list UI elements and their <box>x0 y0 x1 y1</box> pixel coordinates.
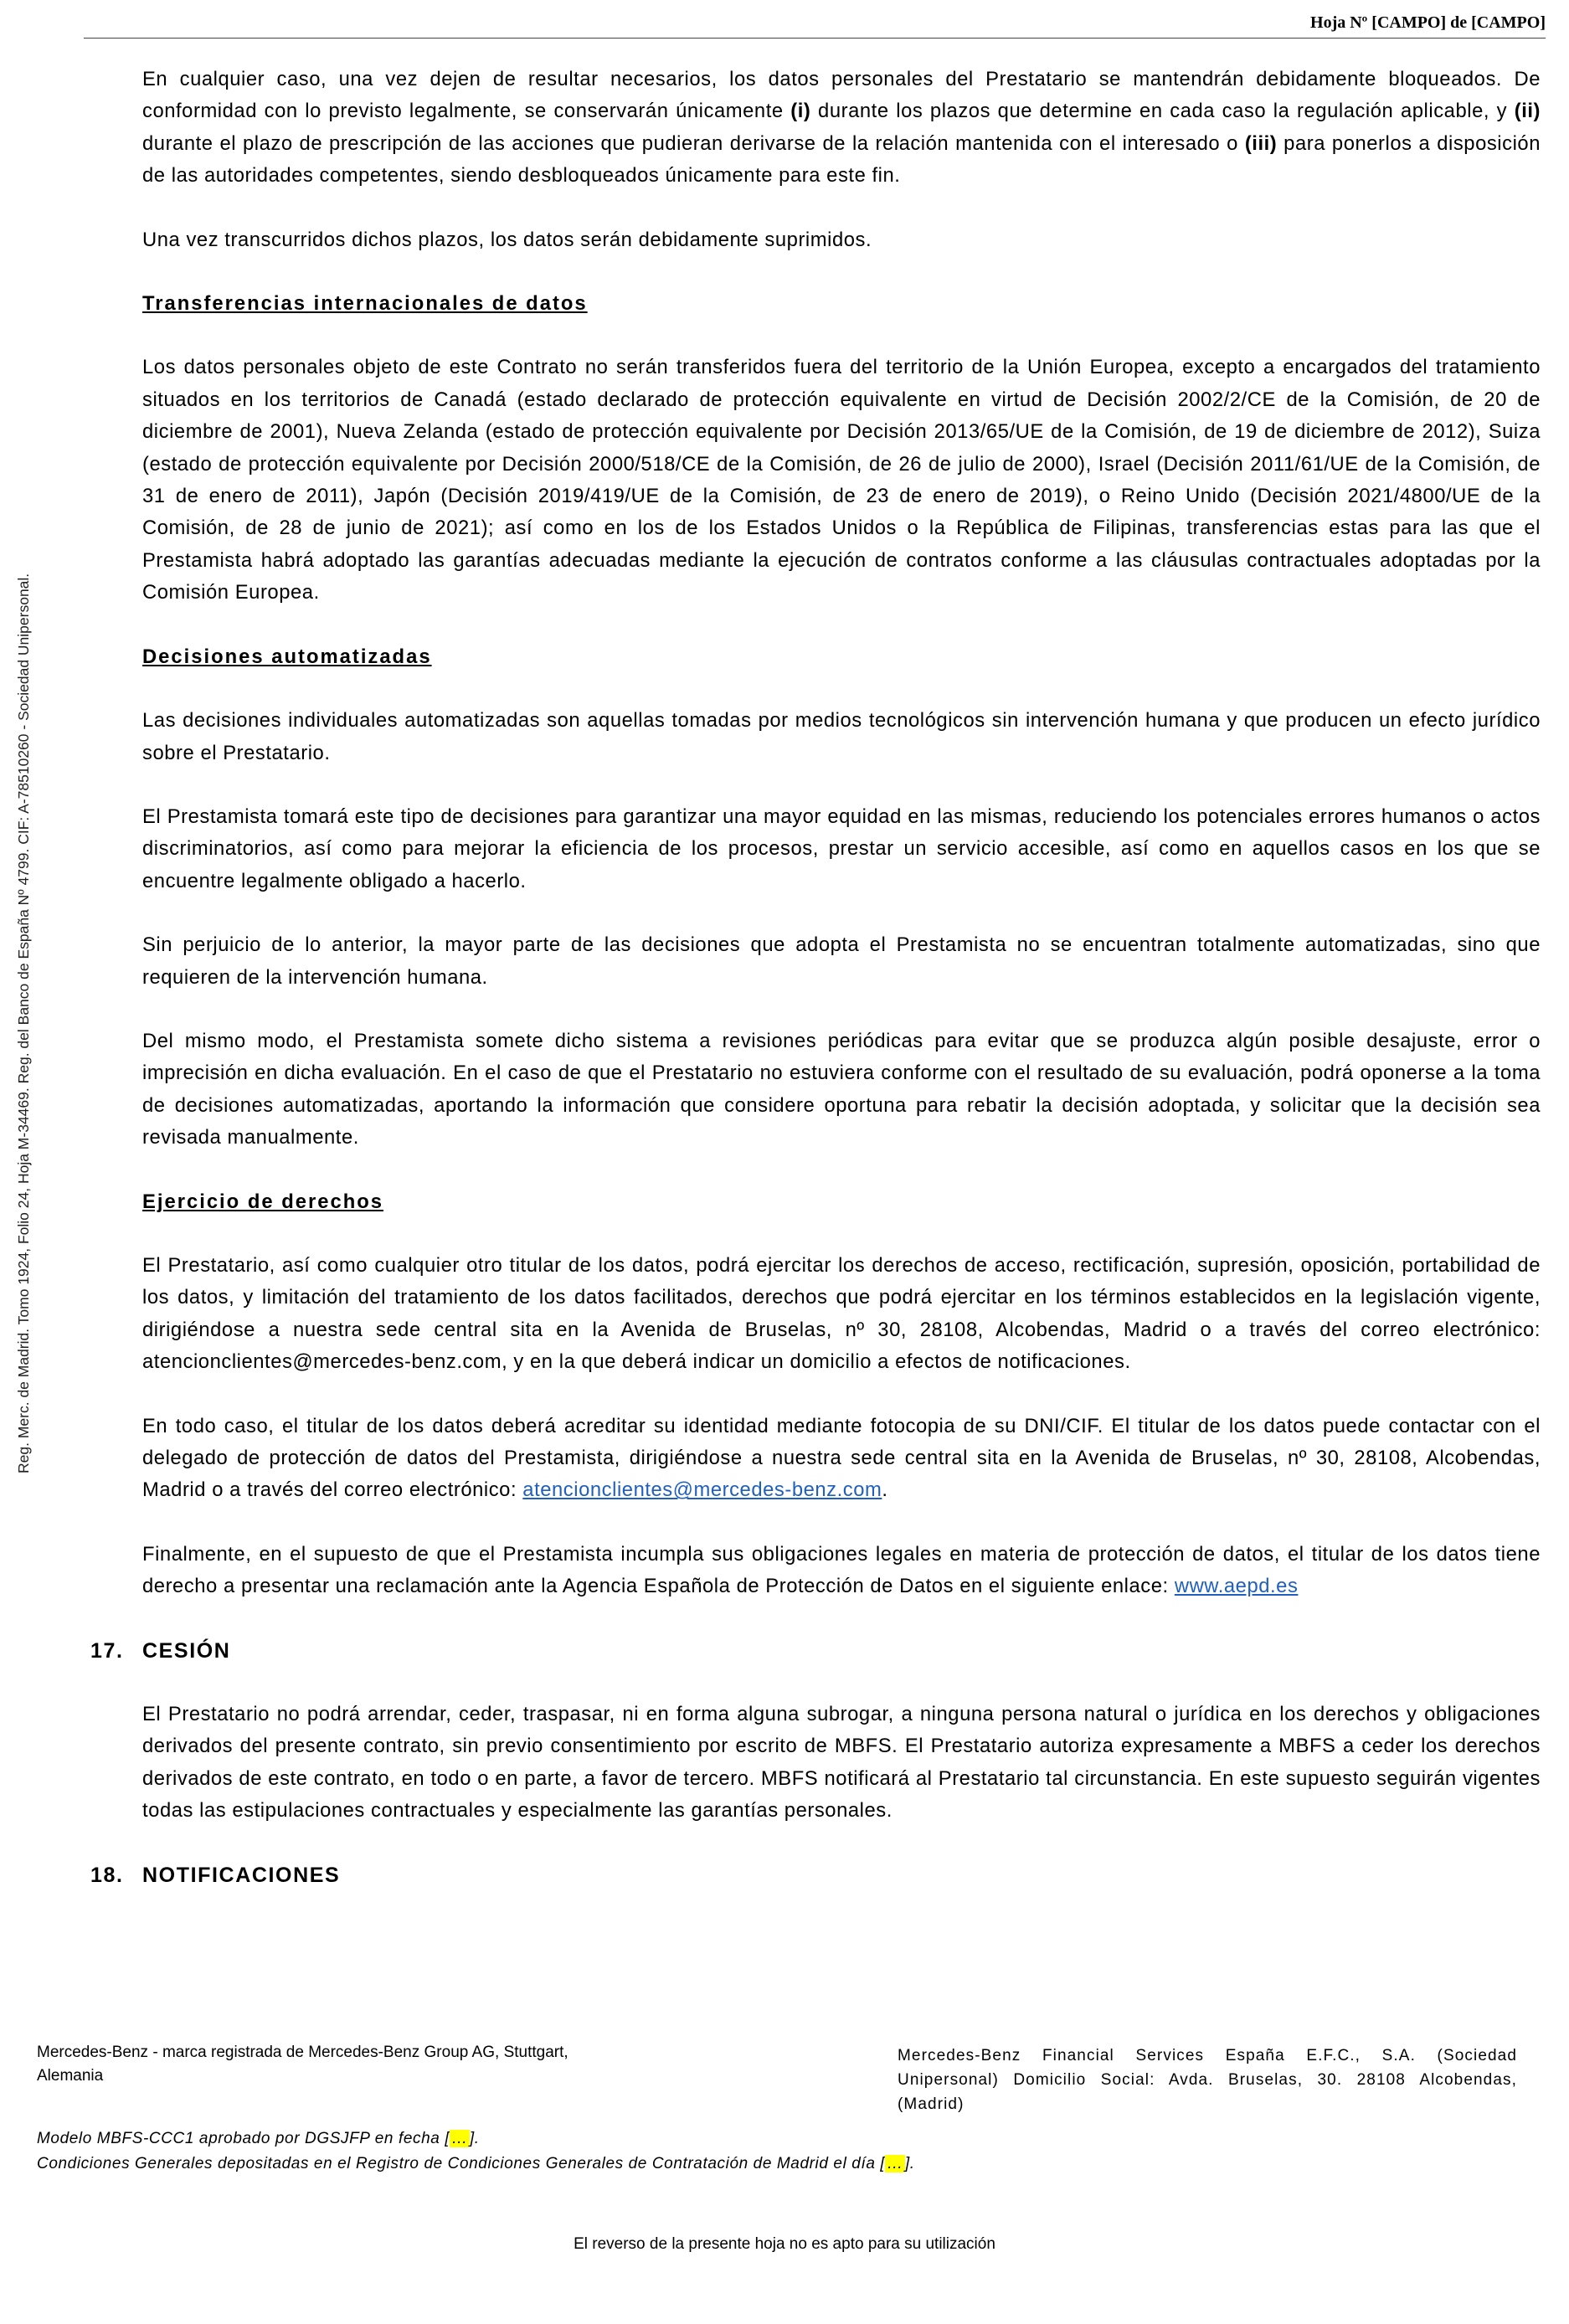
paragraph-automated-4: Del mismo modo, el Prestamista somete dicho sistema a revisiones periódicas para evitar que se produzca algún posible desajuste, error o imprecisión en dicha evaluación. En el caso de que el Prestatario no estuviera conforme con el resultado de su evaluación, podrá oponerse a la toma de decisiones automatizadas, aportando la información que considere oportuna para rebatir la decisión adoptada, y solicitar que la decisión sea revisada manualmente. <box>142 1029 1541 1149</box>
section-number: 17. <box>90 1638 124 1663</box>
date-placeholder: … <box>451 2130 468 2147</box>
document-body <box>90 64 1541 1923</box>
paragraph-rights-3 <box>142 1539 1541 1603</box>
footer-legal-notes <box>37 2126 1376 2177</box>
aepd-link[interactable]: www.aepd.es <box>1174 1575 1299 1598</box>
section-17-heading <box>90 1635 1489 1667</box>
paragraph-data-deleted: Una vez transcurridos dichos plazos, los datos serán debidamente suprimidos. <box>142 228 872 251</box>
section-title: CESIÓN <box>142 1638 231 1663</box>
paragraph-assignment: El Prestatario no podrá arrendar, ceder, traspasar, ni en forma alguna subrogar, a ninguna persona natural o jurídica en los derechos y obligaciones derivados del presente contrato, sin previo consentimiento por escrito de MBFS. El Prestatario autoriza expresamente a MBFS a ceder los derechos derivados de este contrato, en todo o en parte, a favor de tercero. MBFS notificará al Prestatario tal circunstancia. En este supuesto seguirán vigentes todas las estipulaciones contractuales y especialmente las garantías personales. <box>142 1703 1541 1823</box>
heading-international-transfers: Transferencias internacionales de datos <box>142 292 588 316</box>
model-approval-line <box>37 2126 1376 2152</box>
paragraph-rights-1: El Prestatario, así como cualquier otro titular de los datos, podrá ejercitar los derechos de acceso, rectificación, supresión, oposición, portabilidad de los datos, y limitación del tratamiento de los datos facilitados, derechos que podrá ejercitar en los términos establecidos en la legislación vigente, dirigiéndose a nuestra sede central sita en la Avenida de Bruselas, nº 30, 28108, Alcobendas, Madrid o a través del correo electrónico: atencionclientes@mercedes-benz.com, y en la que deberá indicar un domicilio a efectos de notificaciones. <box>142 1253 1541 1374</box>
heading-exercise-of-rights: Ejercicio de derechos <box>142 1190 384 1213</box>
page-reference: Hoja Nº [CAMPO] de [CAMPO] <box>1310 13 1546 32</box>
footer-trademark: Mercedes-Benz - marca registrada de Mercedes-Benz Group AG, Stuttgart, Alemania <box>37 2044 568 2085</box>
text-segment: ]. <box>904 2155 915 2172</box>
text-segment: En todo caso, el titular de los datos deberá acreditar su identidad mediante fotocopia de su DNI/CIF. El titular de los datos puede contactar con el delegado de protección de datos del Prestamista, dirigiéndose a nuestra sede central sita en la Avenida de Bruselas, nº 30, 28108, Alcobendas, Madrid o a través del correo electrónico: <box>142 1414 1541 1502</box>
heading-automated-decisions: Decisiones automatizadas <box>142 645 432 668</box>
text-segment: para ponerlos a disposición de las autoridades competentes, siendo desbloqueados únicamente para este fin. <box>142 131 1541 188</box>
footer-company-info: Mercedes-Benz Financial Services España E.F.C., S.A. (Sociedad Unipersonal) Domicilio Social: Avda. Bruselas, 30. 28108 Alcobendas, (Madrid) <box>898 2047 1517 2113</box>
paragraph-rights-2: En todo caso, el titular de los datos deberá acreditar su identidad mediante fotocopia de su DNI/CIF. El titular de los datos puede contactar con el delegado de protección de datos del Prestamista, dirigiéndose a nuestra sede central sita en la Avenida de Bruselas, nº 30, 28108, Alcobendas, Madrid o a través del correo electrónico: atencionclientes@mercedes-benz.com. <box>142 1414 1541 1502</box>
marker-ii: (ii) <box>1514 100 1541 123</box>
text-segment: Condiciones Generales depositadas en el Registro de Condiciones Generales de Contratación de Madrid el día [ <box>37 2155 886 2172</box>
marker-iii: (iii) <box>1244 131 1278 155</box>
paragraph-automated-2: El Prestamista tomará este tipo de decisiones para garantizar una mayor equidad en las mismas, reduciendo los potenciales errores humanos o actos discriminatorios, así como para mejorar la eficiencia de los procesos, prestar un servicio accesible, así como en aquellos casos en los que se encuentre legalmente obligado a hacerlo. <box>142 805 1541 892</box>
paragraph-blocked-data <box>142 64 1541 193</box>
text-segment: Finalmente, en el supuesto de que el Prestamista incumpla sus obligaciones legales en materia de protección de datos, el titular de los datos tiene derecho a presentar una reclamación ante la Agencia Española de Protección de Datos en el siguiente enlace: <box>142 1542 1541 1598</box>
registry-side-note: Reg. Merc. de Madrid. Tomo 1924, Folio 24, Hoja M-34469. Reg. del Banco de España Nº 4799. CIF: A-78510260 - Sociedad Unipersonal. <box>15 573 32 1473</box>
paragraph-automated-3: Sin perjuicio de lo anterior, la mayor parte de las decisiones que adopta el Prestamista no se encuentran totalmente automatizadas, sino que requieren de la intervención humana. <box>142 933 1541 989</box>
text-segment: durante los plazos que determine en cada caso la regulación aplicable, y <box>810 100 1515 123</box>
marker-i: (i) <box>790 100 811 123</box>
paragraph-automated-1: Las decisiones individuales automatizadas son aquellas tomadas por medios tecnológicos sin intervención humana y que producen un efecto jurídico sobre el Prestatario. <box>142 709 1541 764</box>
text-segment: durante el plazo de prescripción de las acciones que pudieran derivarse de la relación mantenida con el interesado o <box>142 131 1245 155</box>
text-segment: En cualquier caso, una vez dejen de resultar necesarios, los datos personales del Prestatario se mantendrán debidamente bloqueados. De conformidad con lo previsto legalmente, se conservarán únicamente <box>142 68 1541 123</box>
header-divider <box>84 38 1546 39</box>
reverse-side-note: El reverso de la presente hoja no es apto para su utilización <box>574 2235 995 2253</box>
email-link[interactable]: atencionclientes@mercedes-benz.com <box>522 1478 882 1502</box>
text-segment: Modelo MBFS-CCC1 aprobado por DGSJFP en fecha [ <box>37 2130 450 2147</box>
paragraph-transfers: Los datos personales objeto de este Contrato no serán transferidos fuera del territorio de la Unión Europea, excepto a encargados del tratamiento situados en los territorios de Canadá (estado declarado de protección equivalente en virtud de Decisión 2002/2/CE de la Comisión, de 20 de diciembre de 2001), Nueva Zelanda (estado de protección equivalente por Decisión 2013/65/UE de la Comisión, de 19 de diciembre de 2012), Suiza (estado de protección equivalente por Decisión 2000/518/CE de la Comisión, de 26 de julio de 2000), Israel (Decisión 2011/61/UE de la Comisión, de 31 de enero de 2011), Japón (Decisión 2019/419/UE de la Comisión, de 23 de enero de 2019), o Reino Unido (Decisión 2021/4800/UE de la Comisión, de 28 de junio de 2021); así como en los de los Estados Unidos o la República de Filipinas, transferencias estas para las que el Prestamista habrá adoptado las garantías adecuadas mediante la ejecución de contratos conforme a las cláusulas contractuales adoptadas por la Comisión Europea. <box>142 356 1541 604</box>
text-segment: ]. <box>469 2130 480 2147</box>
general-conditions-line <box>37 2152 1376 2177</box>
date-placeholder: … <box>887 2155 903 2172</box>
section-18-heading <box>90 1859 1489 1891</box>
section-title: NOTIFICACIONES <box>142 1863 341 1887</box>
section-number: 18. <box>90 1863 124 1887</box>
